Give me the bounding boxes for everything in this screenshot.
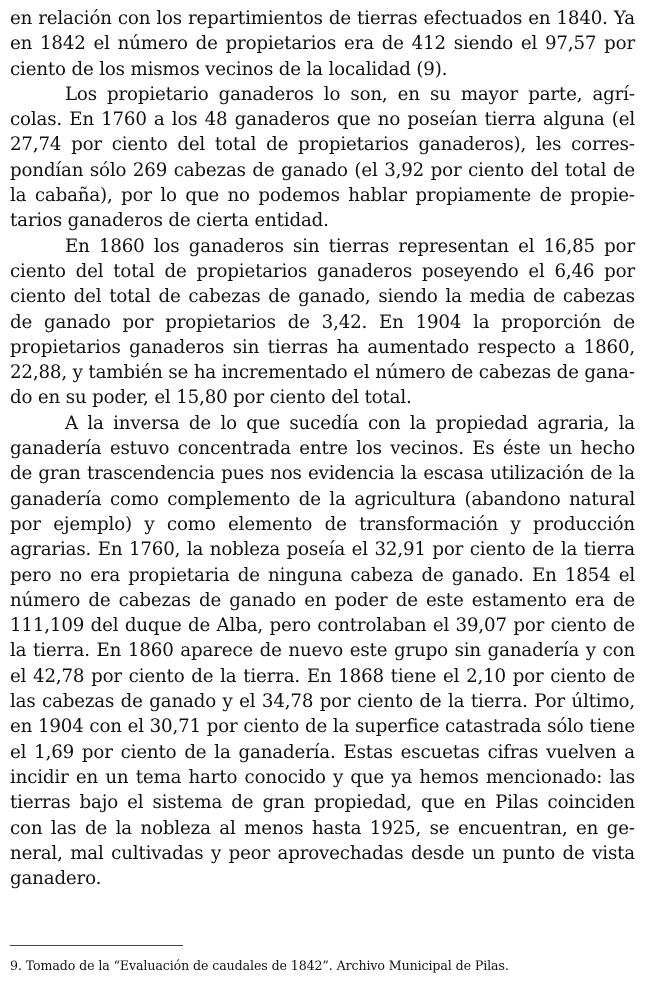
footnote-divider — [10, 945, 183, 946]
paragraph-landless-ranchers: En 1860 los ganaderos sin tierras representan el 16,85 por ciento del total de propietarios ganaderos poseyendo el 6,46 por ciento del total de cabezas de ganado, siendo la media de cabezas de ganado por propietarios de 3,42. En 1904 la proporción de propietarios ganaderos sin tierras ha aumentado respecto a 1860, 22,88, y también se ha incrementado el número de cabezas de ganado en su poder, el 15,80 por ciento del total. — [10, 235, 635, 409]
paragraph-continuation: en relación con los repartimientos de tierras efectuados en 1840. Ya en 1842 el número de propietarios era de 412 siendo el 97,57 por ciento de los mismos vecinos de la localidad (9). — [10, 8, 635, 80]
document-body — [10, 6, 635, 891]
paragraph-nobility-livestock: A la inversa de lo que sucedía con la propiedad agraria, la ganadería estuvo concentrada entre los vecinos. Es éste un hecho de gran trascendencia pues nos evidencia la escasa utilización de la ganadería como complemento de la agricultura (abandono natural por ejemplo) y como elemento de transformación y producción agrarias. En 1760, la nobleza poseía el 32,91 por ciento de la tierra pero no era propietaria de ninguna cabeza de ganado. En 1854 el número de cabezas de ganado en poder de este estamento era de 111,109 del duque de Alba, pero controlaban el 39,07 por ciento de la tierra. En 1860 aparece de nuevo este grupo sin ganadería y con el 42,78 por ciento de la tierra. En 1868 tiene el 2,10 por ciento de las cabezas de ganado y el 34,78 por ciento de la tierra. Por último, en 1904 con el 30,71 por ciento de la superfice catastrada sólo tiene el 1,69 por ciento de la ganadería. Estas escuetas cifras vuelven a incidir en un tema harto conocido y que ya hemos mencionado: las tierras bajo el sistema de gran propiedad, que en Pilas coinciden con las de la nobleza al menos hasta 1925, se encuentran, en general, mal cultivadas y peor aprovechadas desde un punto de vista ganadero. — [10, 412, 635, 890]
footnote: 9. Tomado de la “Evaluación de caudales de 1842”. Archivo Municipal de Pilas. — [10, 958, 509, 973]
paragraph-landowners: Los propietario ganaderos lo son, en su mayor parte, agrícolas. En 1760 a los 48 ganaderos que no poseían tierra alguna (el 27,74 por ciento del total de propietarios ganaderos), les correspondían sólo 269 cabezas de ganado (el 3,92 por ciento del total de la cabaña), por lo que no podemos hablar propiamente de propietarios ganaderos de cierta entidad. — [10, 83, 635, 232]
